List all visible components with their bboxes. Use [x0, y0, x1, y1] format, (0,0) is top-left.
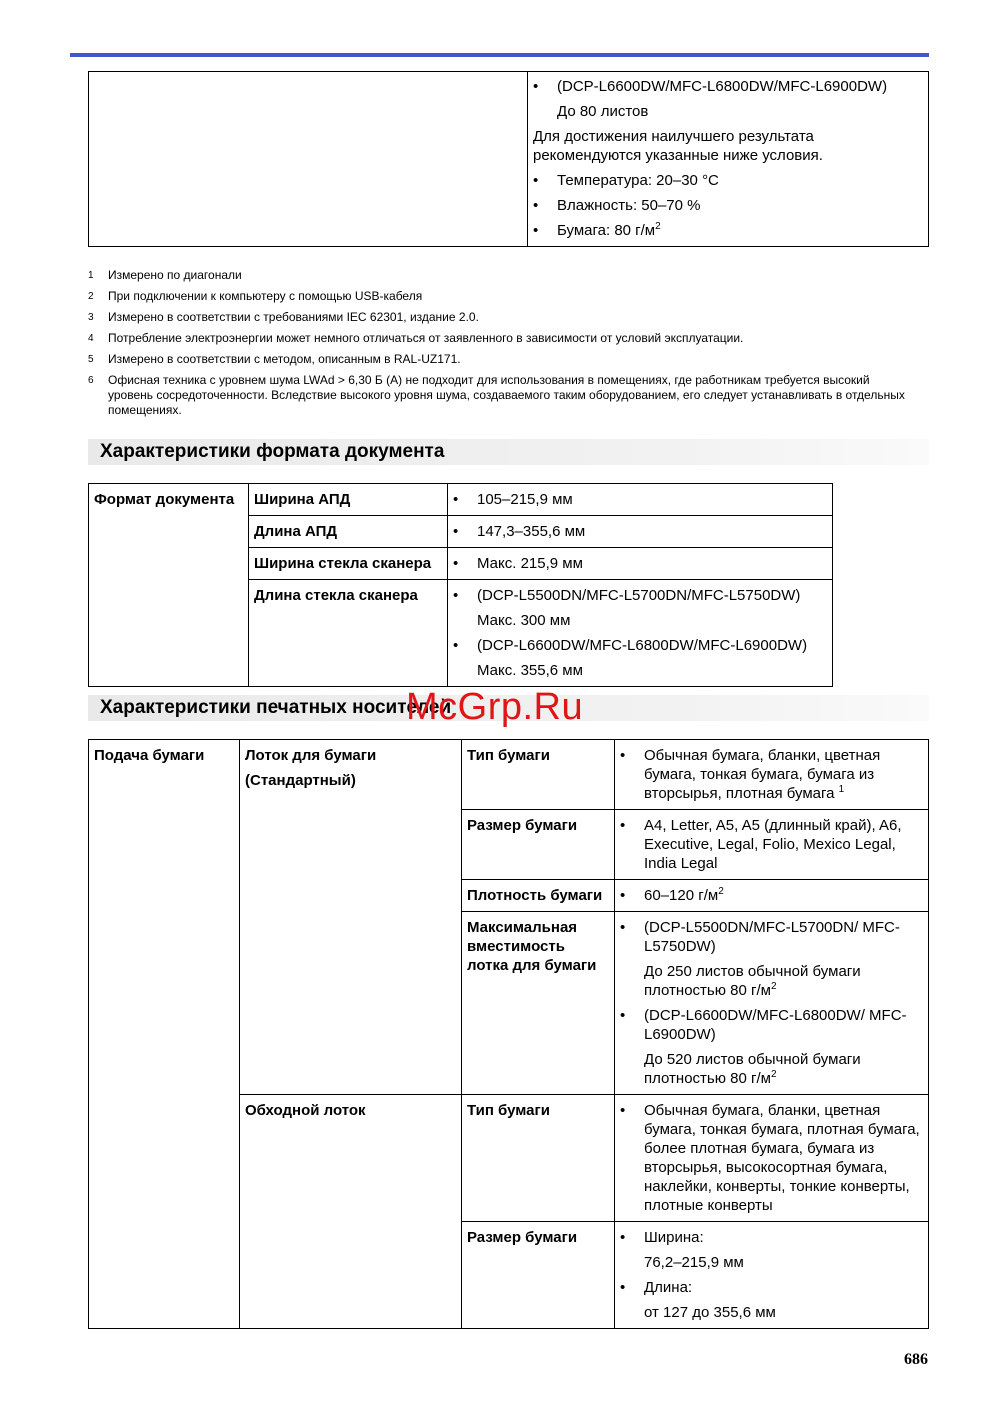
adf-width-label: Ширина АПД	[249, 484, 448, 516]
tray-paper-type-label: Тип бумаги	[462, 740, 615, 810]
models-b: (DCP-L6600DW/MFC-L6800DW/MFC-L6900DW)	[557, 78, 888, 95]
footnote-6: 6 Офисная техника с уровнем шума LWAd > 6,30 Б (A) не подходит для использования в помещениях, где работникам требуется высокий уровень сосредоточенности. Вследствие высокого уровня шума, создаваемого таким оборудованием, его следует устанавливать в отдельных помещениях.	[88, 373, 905, 417]
footnote-1: 1 Измерено по диагонали	[88, 268, 242, 282]
mp-paper-size-cell: • Ширина: 76,2–215,9 мм • Длина: от 127 до 355,6 мм	[615, 1222, 929, 1329]
glass-length-cell: • (DCP-L5500DN/MFC-L5700DN/MFC-L5750DW) Макс. 300 мм • (DCP-L6600DW/MFC-L6800DW/MFC-L6900DW) Макс. 355,6 мм	[448, 580, 833, 687]
header-rule	[70, 53, 929, 57]
document-format-table	[88, 483, 833, 687]
tray-paper-size-cell: • A4, Letter, A5, A5 (длинный край), A6, Executive, Legal, Folio, Mexico Legal, India Legal	[615, 810, 929, 880]
footnote-4: 4 Потребление электроэнергии может немного отличаться от заявленного в зависимости от условий эксплуатации.	[88, 331, 744, 345]
tray-capacity-label: Максимальная вместимость лотка для бумаги	[462, 912, 615, 1095]
capacity-b: До 80 листов	[557, 103, 649, 120]
adf-length-cell: • 147,3–355,6 мм	[448, 516, 833, 548]
paper-weight: Бумага: 80 $г/м^2$	[557, 221, 661, 239]
watermark: McGrp.Ru	[406, 686, 584, 728]
section-heading-print-media: Характеристики печатных носителей	[88, 695, 929, 721]
tray-paper-size-label: Размер бумаги	[462, 810, 615, 880]
adf-width-cell: • 105–215,9 мм	[448, 484, 833, 516]
footnote-5: 5 Измерено в соответствии с методом, описанным в RAL-UZ171.	[88, 352, 461, 366]
paper-input-label: Подача бумаги	[89, 740, 240, 1329]
paper-weight-cell: • 60–120 $г/м^2$	[615, 880, 929, 912]
mp-tray-label: Обходной лоток	[240, 1095, 462, 1329]
mp-paper-type-cell: • Обычная бумага, бланки, цветная бумага, тонкая бумага, плотная бумага, более плотная бумага, бумага из вторсырья, высокосортная бумага, наклейки, конверты, тонкие конверты, плотные конверты	[615, 1095, 929, 1222]
print-media-table	[88, 739, 929, 1329]
page-number: 686	[904, 1351, 928, 1368]
footnote-3: 3 Измерено в соответствии с требованиями IEC 62301, издание 2.0.	[88, 310, 479, 324]
temperature: Температура: 20–30 °C	[557, 172, 719, 189]
document-format-label: Формат документа	[89, 484, 249, 687]
tray-paper-type-cell: • Обычная бумага, бланки, цветная бумага, тонкая бумага, бумага из вторсырья, плотная бумага $^1$	[615, 740, 929, 810]
humidity: Влажность: 50–70 %	[557, 197, 701, 214]
empty-cell	[89, 72, 528, 247]
glass-width-cell: • Макс. 215,9 мм	[448, 548, 833, 580]
adf-length-label: Длина АПД	[249, 516, 448, 548]
tray-capacity-cell: • (DCP-L5500DN/MFC-L5700DN/ MFC-L5750DW) До 250 листов обычной бумаги плотностью 80 $г/м^2$ • (DCP-L6600DW/MFC-L6800DW/ MFC-L6900DW) До 520 листов обычной бумаги плотностью 80 $г/м^2$	[615, 912, 929, 1095]
conditions-cell: • (DCP-L6600DW/MFC-L6800DW/MFC-L6900DW) До 80 листов Для достижения наилучшего результата рекомендуются указанные ниже условия. • Температура: 20–30 °C • Влажность: 50–70 % • Бумага: 80 $г/м^2$	[528, 72, 929, 247]
section-heading-document-format: Характеристики формата документа	[88, 439, 929, 465]
mp-paper-size-label: Размер бумаги	[462, 1222, 615, 1329]
recommend-text: Для достижения наилучшего результата рекомендуются указанные ниже условия.	[533, 128, 823, 164]
paper-weight-label: Плотность бумаги	[462, 880, 615, 912]
mp-paper-type-label: Тип бумаги	[462, 1095, 615, 1222]
continuation-table	[88, 71, 929, 247]
standard-tray-label: Лоток для бумаги (Стандартный)	[240, 740, 462, 1095]
glass-length-label: Длина стекла сканера	[249, 580, 448, 687]
glass-width-label: Ширина стекла сканера	[249, 548, 448, 580]
footnote-2: 2 При подключении к компьютеру с помощью USB-кабеля	[88, 289, 423, 303]
